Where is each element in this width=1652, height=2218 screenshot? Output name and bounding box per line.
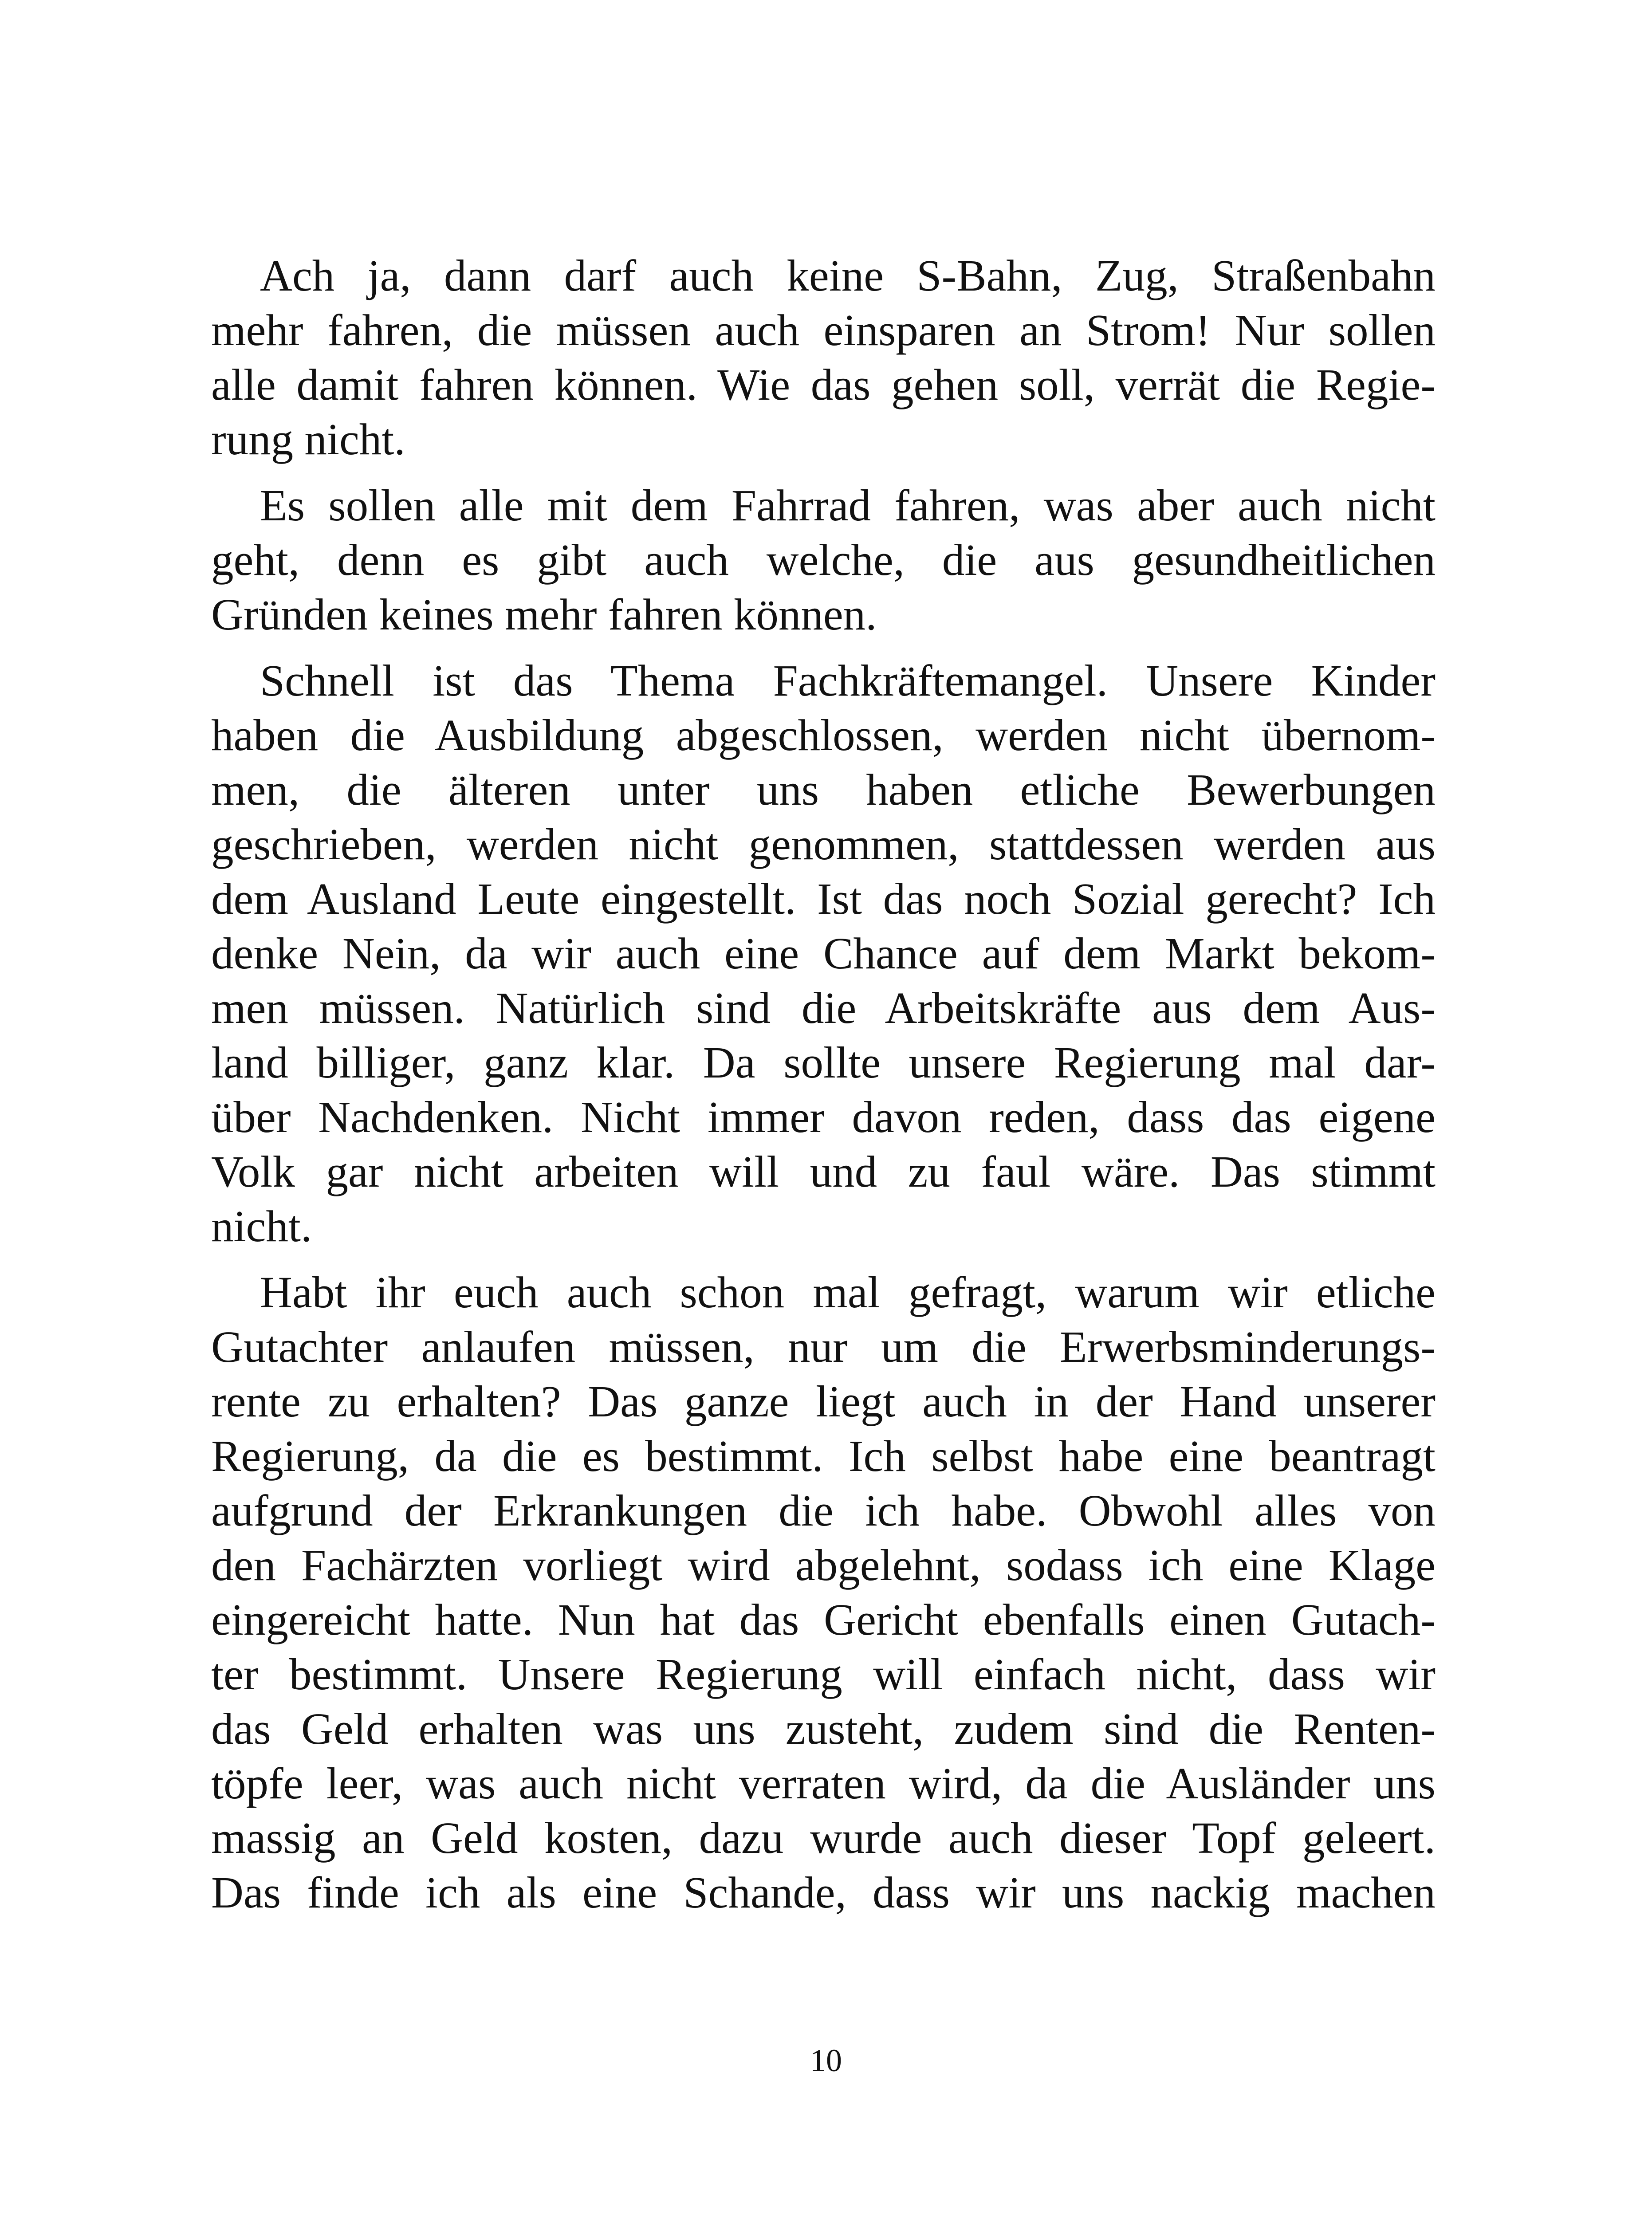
page-number: 10 xyxy=(810,2043,842,2078)
text-line: rung nicht. xyxy=(211,414,405,464)
paragraph-gap xyxy=(211,1254,1436,1265)
paragraph xyxy=(211,478,1436,642)
text-line: ter bestimmt. Unsere Regierung will einfach nicht, dass wir xyxy=(211,1649,1436,1699)
paragraph-gap xyxy=(211,467,1436,478)
text-line: haben die Ausbildung abgeschlossen, werden nicht übernom- xyxy=(211,710,1436,760)
text-line: alle damit fahren können. Wie das gehen soll, verrät die Regie- xyxy=(211,360,1436,409)
text-line: Habt ihr euch auch schon mal gefragt, warum wir etliche xyxy=(260,1267,1436,1317)
text-line: massig an Geld kosten, dazu wurde auch dieser Topf geleert. xyxy=(211,1813,1436,1863)
text-line: eingereicht hatte. Nun hat das Gericht ebenfalls einen Gutach- xyxy=(211,1595,1436,1644)
text-line: rente zu erhalten? Das ganze liegt auch in der Hand unserer xyxy=(211,1376,1436,1426)
text-line: geschrieben, werden nicht genommen, stattdessen werden aus xyxy=(211,819,1436,869)
text-line: Regierung, da die es bestimmt. Ich selbst habe eine beantragt xyxy=(211,1431,1436,1481)
paragraph xyxy=(211,1265,1436,1920)
paragraph xyxy=(211,653,1436,1254)
text-line: das Geld erhalten was uns zusteht, zudem sind die Renten- xyxy=(211,1704,1436,1754)
paragraph xyxy=(211,248,1436,467)
text-line: Es sollen alle mit dem Fahrrad fahren, was aber auch nicht xyxy=(260,480,1436,530)
text-line: land billiger, ganz klar. Da sollte unsere Regierung mal dar- xyxy=(211,1038,1436,1087)
text-line: Das finde ich als eine Schande, dass wir uns nackig machen xyxy=(211,1868,1436,1917)
text-line: mehr fahren, die müssen auch einsparen an Strom! Nur sollen xyxy=(211,305,1436,355)
text-line: Gutachter anlaufen müssen, nur um die Erwerbsminderungs- xyxy=(211,1322,1436,1372)
text-line: men, die älteren unter uns haben etliche Bewerbungen xyxy=(211,765,1436,814)
text-line: nicht. xyxy=(211,1201,312,1251)
text-line: Schnell ist das Thema Fachkräftemangel. Unsere Kinder xyxy=(260,656,1436,705)
text-line: geht, denn es gibt auch welche, die aus gesundheitlichen xyxy=(211,535,1436,585)
text-line: den Fachärzten vorliegt wird abgelehnt, sodass ich eine Klage xyxy=(211,1540,1436,1590)
paragraph-gap xyxy=(211,642,1436,653)
body-text xyxy=(211,248,1436,1920)
text-line: über Nachdenken. Nicht immer davon reden, dass das eigene xyxy=(211,1092,1436,1142)
text-line: töpfe leer, was auch nicht verraten wird, da die Ausländer uns xyxy=(211,1758,1436,1808)
text-line: aufgrund der Erkrankungen die ich habe. Obwohl alles von xyxy=(211,1486,1436,1535)
text-line: denke Nein, da wir auch eine Chance auf dem Markt bekom- xyxy=(211,928,1436,978)
text-line: men müssen. Natürlich sind die Arbeitskräfte aus dem Aus- xyxy=(211,983,1436,1033)
text-line: Volk gar nicht arbeiten will und zu faul wäre. Das stimmt xyxy=(211,1147,1436,1196)
text-line: dem Ausland Leute eingestellt. Ist das noch Sozial gerecht? Ich xyxy=(211,874,1436,924)
text-line: Gründen keines mehr fahren können. xyxy=(211,590,877,639)
text-line: Ach ja, dann darf auch keine S-Bahn, Zug, Straßenbahn xyxy=(260,251,1436,300)
